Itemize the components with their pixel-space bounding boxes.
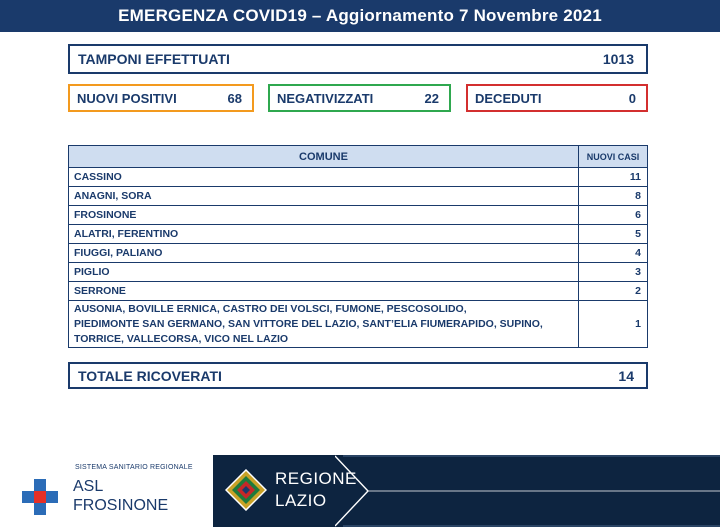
- casi-cell: 1: [579, 301, 648, 348]
- totale-ricoverati-value: 14: [618, 367, 634, 384]
- comuni-table: [68, 145, 648, 348]
- medical-cross-icon: [20, 477, 60, 517]
- nuovi-positivi-box: [68, 84, 254, 112]
- comune-line: AUSONIA, BOVILLE ERNICA, CASTRO DEI VOLSCI, FUMONE, PESCOSOLIDO,: [74, 302, 467, 315]
- nuovi-casi-column-header: NUOVI CASI: [579, 146, 648, 168]
- asl-name: [73, 477, 168, 515]
- ssr-label: SISTEMA SANITARIO REGIONALE: [75, 464, 193, 471]
- casi-cell: 5: [579, 225, 648, 244]
- comune-cell: FROSINONE: [69, 206, 579, 225]
- table-row: [69, 225, 648, 244]
- negativizzati-box: [268, 84, 451, 112]
- tamponi-box: [68, 44, 648, 74]
- asl-line: ASL: [73, 478, 104, 495]
- nuovi-positivi-label: NUOVI POSITIVI: [77, 90, 177, 106]
- regione-line: REGIONE: [275, 469, 357, 488]
- table-row: [69, 244, 648, 263]
- table-row: [69, 187, 648, 206]
- totale-ricoverati-box: [68, 362, 648, 389]
- comune-column-header: COMUNE: [69, 146, 579, 168]
- comune-cell: [69, 301, 579, 348]
- regione-lazio-logo: [213, 455, 720, 527]
- deceduti-box: [466, 84, 648, 112]
- asl-line: FROSINONE: [73, 497, 169, 514]
- casi-cell: 3: [579, 263, 648, 282]
- comune-cell: PIGLIO: [69, 263, 579, 282]
- regione-lazio-emblem: [225, 469, 267, 511]
- comune-line: PIEDIMONTE SAN GERMANO, SAN VITTORE DEL LAZIO, SANT’ELIA FIUMERAPIDO, SUPINO,: [74, 317, 543, 330]
- deceduti-label: DECEDUTI: [475, 90, 542, 106]
- page-title-bar: [0, 0, 720, 32]
- negativizzati-value: 22: [424, 90, 439, 106]
- tamponi-label: TAMPONI EFFETTUATI: [78, 51, 230, 67]
- table-header-row: [69, 146, 648, 168]
- casi-cell: 6: [579, 206, 648, 225]
- chevron-decoration: [335, 455, 720, 527]
- table-row: [69, 206, 648, 225]
- page-title: EMERGENZA COVID19 – Aggiornamento 7 Novembre 2021: [118, 6, 602, 25]
- casi-cell: 11: [579, 168, 648, 187]
- totale-ricoverati-label: TOTALE RICOVERATI: [78, 367, 222, 384]
- comune-cell: ANAGNI, SORA: [69, 187, 579, 206]
- table-row: [69, 263, 648, 282]
- comune-cell: CASSINO: [69, 168, 579, 187]
- deceduti-value: 0: [628, 90, 636, 106]
- table-row: [69, 301, 648, 348]
- asl-logo: [0, 455, 213, 527]
- casi-cell: 2: [579, 282, 648, 301]
- comune-line: TORRICE, VALLECORSA, VICO NEL LAZIO: [74, 332, 289, 345]
- comune-cell: ALATRI, FERENTINO: [69, 225, 579, 244]
- casi-cell: 4: [579, 244, 648, 263]
- regione-line: LAZIO: [275, 491, 327, 510]
- table-row: [69, 168, 648, 187]
- comune-cell: SERRONE: [69, 282, 579, 301]
- nuovi-positivi-value: 68: [227, 90, 242, 106]
- tamponi-value: 1013: [602, 51, 634, 67]
- casi-cell: 8: [579, 187, 648, 206]
- table-row: [69, 282, 648, 301]
- comune-cell: FIUGGI, PALIANO: [69, 244, 579, 263]
- negativizzati-label: NEGATIVIZZATI: [277, 90, 374, 106]
